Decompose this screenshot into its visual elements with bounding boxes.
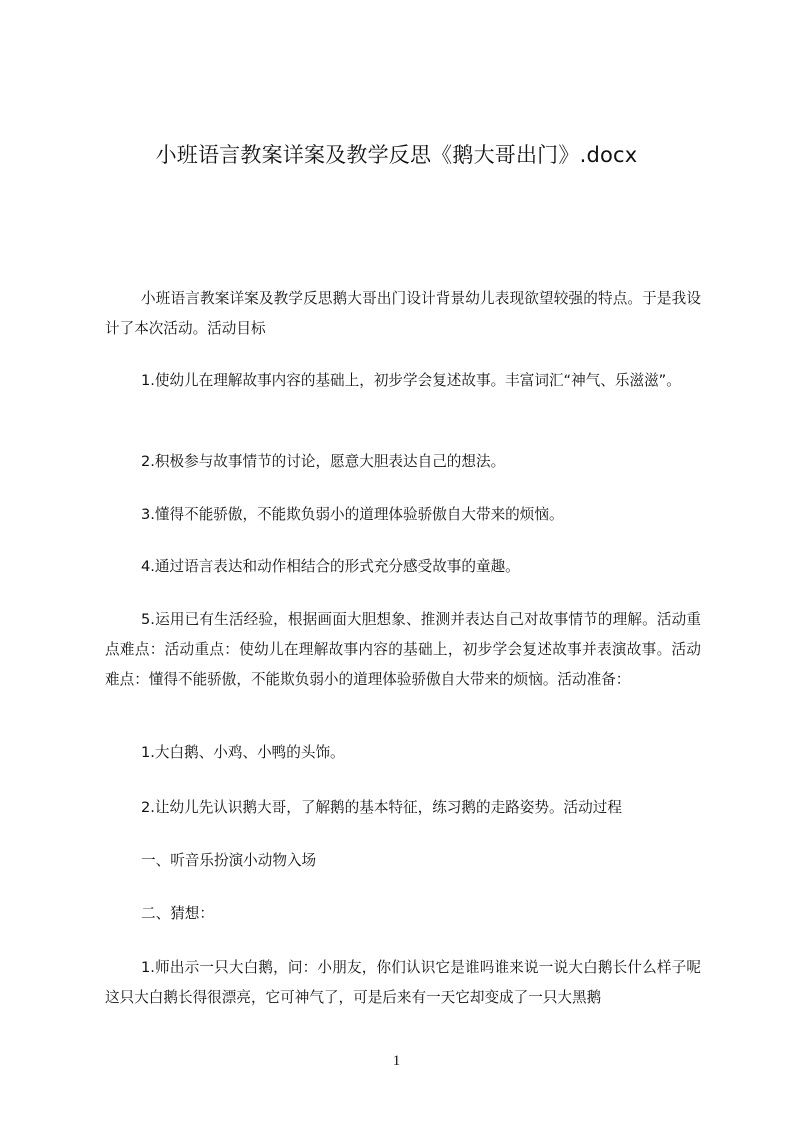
paragraph-prep-2: 2.让幼儿先认识鹅大哥，了解鹅的基本特征，练习鹅的走路姿势。活动过程	[141, 799, 622, 816]
page-number: 1	[392, 1053, 401, 1069]
paragraph-goal-2: 2.积极参与故事情节的讨论，愿意大胆表达自己的想法。	[141, 453, 506, 470]
document-title: 小班语言教案详案及教学反思《鹅大哥出门》.docx	[155, 143, 638, 167]
section-heading-1: 一、听音乐扮演小动物入场	[141, 852, 317, 869]
paragraph-process-1: 1.师出示一只大白鹅，问：小朋友，你们认识它是谁吗谁来说一说大白鹅长什么样子呢这只大白鹅长得很漂亮，它可神气了，可是后来有一天它却变成了一只大黑鹅	[105, 959, 701, 1006]
section-heading-2: 二、猜想：	[141, 905, 214, 922]
paragraph-goal-4: 4.通过语言表达和动作相结合的形式充分感受故事的童趣。	[141, 558, 520, 575]
paragraph-goal-3: 3.懂得不能骄傲，不能欺负弱小的道理体验骄傲自大带来的烦恼。	[141, 506, 564, 523]
paragraph-goal-1: 1.使幼儿在理解故事内容的基础上，初步学会复述故事。丰富词汇“神气、乐滋滋”。	[141, 372, 681, 389]
paragraph-intro: 小班语言教案详案及教学反思鹅大哥出门设计背景幼儿表现欲望较强的特点。于是我设计了本次活动。活动目标	[105, 290, 701, 337]
paragraph-prep-1: 1.大白鹅、小鸡、小鸭的头饰。	[141, 744, 345, 761]
paragraph-goal-5: 5.运用已有生活经验，根据画面大胆想象、推测并表达自己对故事情节的理解。活动重点难点：活动重点：使幼儿在理解故事内容的基础上，初步学会复述故事并表演故事。活动难点：懂得不能骄傲，不能欺负弱小的道理体验骄傲自大带来的烦恼。活动准备：	[105, 611, 701, 688]
